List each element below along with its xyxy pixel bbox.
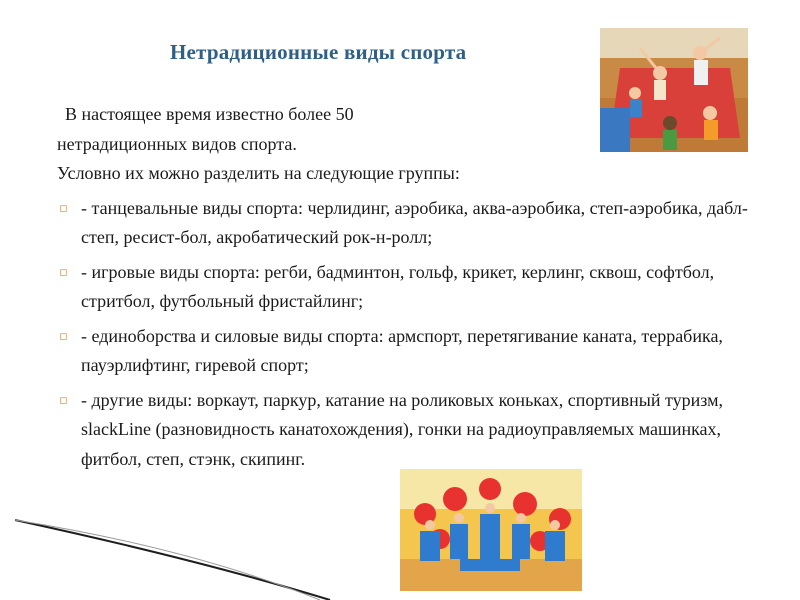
- list-item: [57, 386, 757, 475]
- list-item-text: - игровые виды спорта: регби, бадминтон, гольф, крикет, керлинг, сквош, софтбол, стритбол, футбольный фристайлинг;: [81, 261, 715, 311]
- list-item: [57, 258, 757, 317]
- list-item: [57, 194, 757, 253]
- bullet-icon: ▫: [59, 264, 68, 280]
- sport-groups-list: [57, 194, 757, 475]
- list-item-text: - танцевальные виды спорта: черлидинг, аэробика, аква-аэробика, степ-аэробика, дабл-степ, ресист-бол, акробатический рок-н-ролл;: [81, 197, 748, 247]
- children-cheerleading-photo: [400, 469, 582, 591]
- bullet-icon: ▫: [59, 392, 68, 408]
- list-item: [57, 322, 757, 381]
- list-item-text: - единоборства и силовые виды спорта: армспорт, перетягивание каната, террабика, пауэрлифтинг, гиревой спорт;: [81, 325, 723, 375]
- intro-line-3: Условно их можно разделить на следующие группы:: [57, 163, 460, 183]
- list-item-text: - другие виды: воркаут, паркур, катание на роликовых коньках, спортивный туризм, slackLine (разновидность канатохождения), гонки на радиоуправляемых машинках, фитбол, степ, стэнк, скипинг.: [81, 389, 723, 469]
- bullet-icon: ▫: [59, 328, 68, 344]
- intro-line-2: нетрадиционных видов спорта.: [57, 133, 297, 154]
- slide-body: [57, 100, 757, 474]
- bullet-icon: ▫: [59, 200, 68, 216]
- intro-line-1: В настоящее время известно более 50: [65, 104, 354, 124]
- slide-title: Нетрадиционные виды спорта: [170, 40, 467, 64]
